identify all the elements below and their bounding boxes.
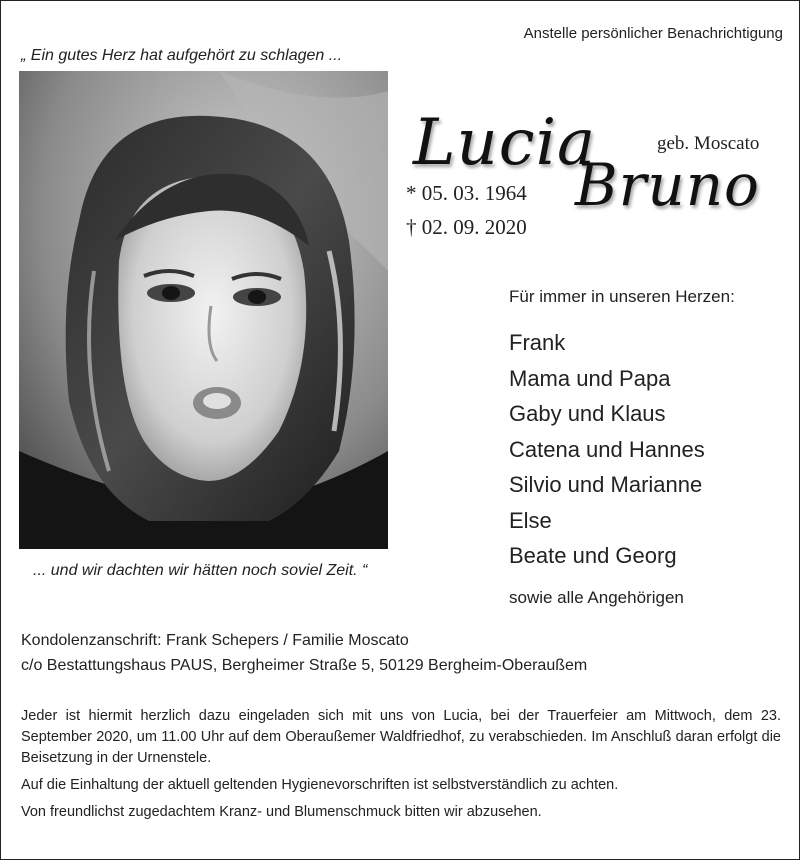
mourners-list (509, 325, 705, 574)
mourner-name: Gaby und Klaus (509, 401, 666, 426)
portrait-image (19, 71, 388, 549)
address-line-1: Kondolenzanschrift: Frank Schepers / Familie Moscato (21, 632, 409, 649)
ceremony-details (21, 706, 781, 829)
portrait-photo (19, 71, 388, 549)
mourner-name: Catena und Hannes (509, 436, 705, 462)
hygiene-paragraph: Auf die Einhaltung der aktuell geltenden Hygienevorschriften ist selbstverständlich zu achten. (21, 777, 619, 793)
address-line-2: c/o Bestattungshaus PAUS, Bergheimer Straße 5, 50129 Bergheim-Oberaußem (21, 657, 588, 674)
mourner-name: Mama und Papa (509, 365, 671, 391)
quote-top: „ Ein gutes Herz hat aufgehört zu schlagen ... (21, 47, 343, 64)
death-date: † 02. 09. 2020 (406, 215, 527, 239)
relatives-footer: sowie alle Angehörigen (509, 588, 684, 607)
mourner-name: Else (509, 507, 552, 533)
mourners-heading: Für immer in unseren Herzen: (509, 287, 735, 306)
mourner-name: Frank (509, 330, 566, 355)
deceased-first-name: Lucia (413, 106, 597, 180)
mourner-name: Beate und Georg (509, 543, 677, 568)
quote-bottom: ... und wir dachten wir hätten noch soviel Zeit. “ (33, 562, 368, 579)
birth-date: * 05. 03. 1964 (406, 181, 527, 205)
notice-header: Anstelle persönlicher Benachrichtigung (523, 25, 783, 42)
condolence-address (21, 628, 587, 678)
flowers-paragraph: Von freundlichst zugedachtem Kranz- und Blumenschmuck bitten wir abzusehen. (21, 804, 542, 820)
invitation-paragraph: Jeder ist hiermit herzlich dazu eingeladen sich mit uns von Lucia, bei der Trauerfeier am Mittwoch, dem 23. September 2020, um 11.00 Uhr auf dem Oberaußemer Waldfriedhof, zu verabschieden. Im Anschluß daran erfolgt die Beisetzung in der Urnenstele. (21, 708, 781, 766)
mourner-name: Silvio und Marianne (509, 472, 703, 497)
maiden-name: geb. Moscato (657, 133, 760, 154)
deceased-last-name: Bruno (575, 151, 760, 219)
